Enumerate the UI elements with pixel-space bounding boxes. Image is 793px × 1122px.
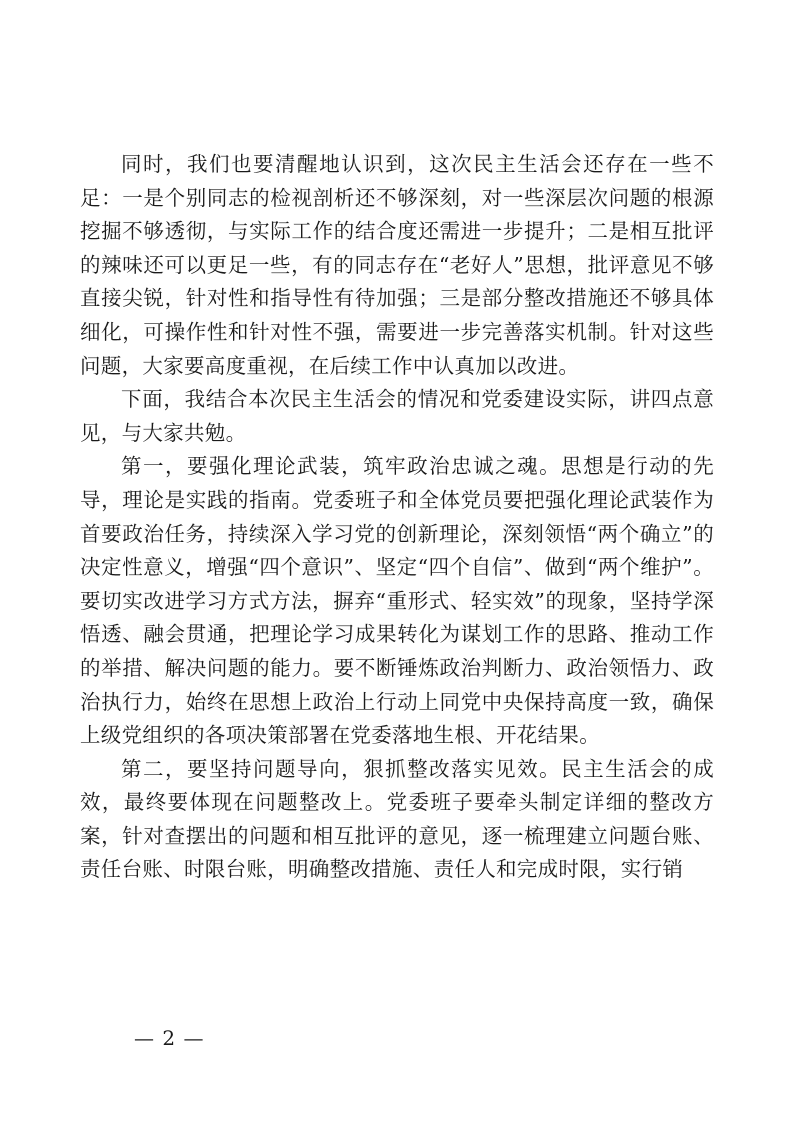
paragraph-shortcomings: 同时，我们也要清醒地认识到，这次民主生活会还存在一些不足：一是个别同志的检视剖析还不够深刻，对一些深层次问题的根源挖掘不够透彻，与实际工作的结合度还需进一步提升；二是相互批评的辣味还可以更足一些，有的同志存在“老好人”思想，批评意见不够直接尖锐，针对性和指导性有待加强；三是部分整改措施还不够具体细化，可操作性和针对性不强，需要进一步完善落实机制。针对这些问题，大家要高度重视，在后续工作中认真加以改进。 [80,152,714,378]
document-body [80,148,714,887]
paragraph-introduction: 下面，我结合本次民主生活会的情况和党委建设实际，讲四点意见，与大家共勉。 [80,387,714,445]
paragraph-point-one: 第一，要强化理论武装，筑牢政治忠诚之魂。思想是行动的先导，理论是实践的指南。党委班子和全体党员要把强化理论武装作为首要政治任务，持续深入学习党的创新理论，深刻领悟“两个确立”的决定性意义，增强“四个意识”、坚定“四个自信”、做到“两个维护”。要切实改进学习方式方法，摒弃“重形式、轻实效”的现象，坚持学深悟透、融会贯通，把理论学习成果转化为谋划工作的思路、推动工作的举措、解决问题的能力。要不断锤炼政治判断力、政治领悟力、政治执行力，始终在思想上政治上行动上同党中央保持高度一致，确保上级党组织的各项决策部署在党委落地生根、开花结果。 [80,454,714,748]
page-number: — 2 — [134,1026,205,1050]
paragraph-point-two: 第二，要坚持问题导向，狠抓整改落实见效。民主生活会的成效，最终要体现在问题整改上。党委班子要牵头制定详细的整改方案，针对查摆出的问题和相互批评的意见，逐一梳理建立问题台账、责任台账、时限台账，明确整改措施、责任人和完成时限，实行销 [80,756,714,882]
